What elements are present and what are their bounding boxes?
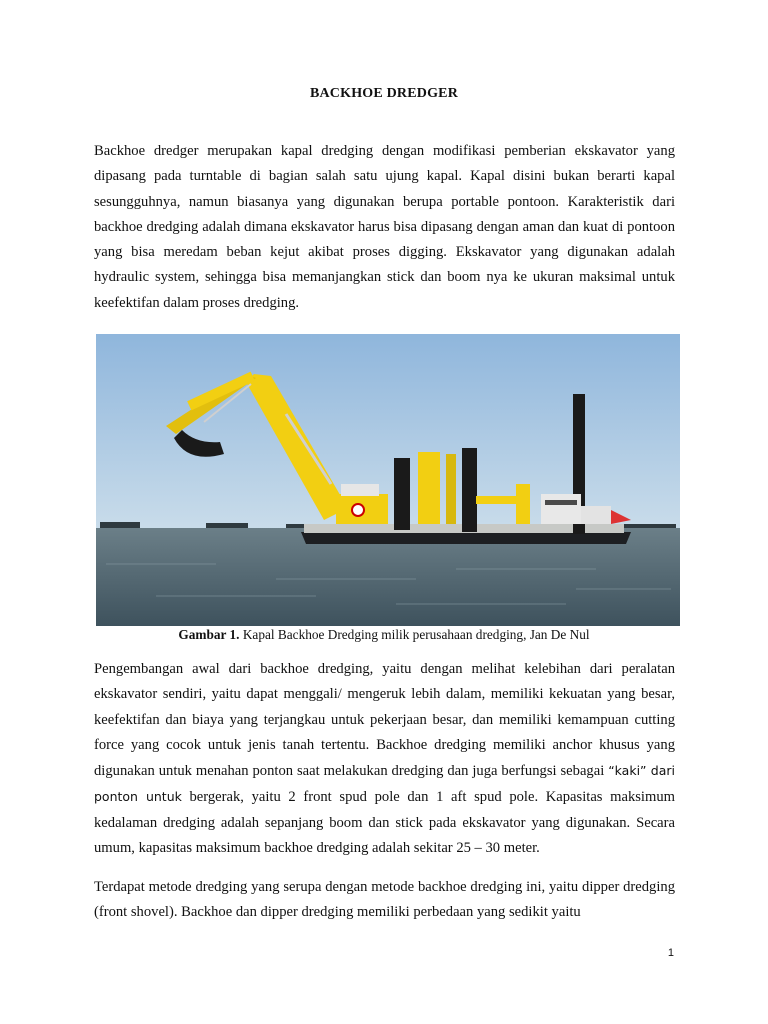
- front-spud-pole: [462, 448, 477, 532]
- dredger-illustration: [96, 334, 680, 626]
- backhoe-dredger-photo: [96, 334, 680, 626]
- caption-label: Gambar 1.: [178, 627, 240, 642]
- caption-text: Kapal Backhoe Dredging milik perusahaan dredging, Jan De Nul: [239, 627, 590, 642]
- paragraph2-odd-font-text: “kaki” dari ponton untuk: [94, 763, 675, 805]
- page-number: 1: [667, 947, 674, 959]
- paragraph2-part2: bergerak, yaitu 2 front spud pole dan 1 aft spud pole. Kapasitas maksimum kedalaman dredging adalah sepanjang boom dan stick pada ekskavator yang digunakan. Secara umum, kapasitas maksimum backhoe dredging adalah sekitar 25 – 30 meter.: [94, 789, 675, 857]
- figure-caption: [0, 627, 768, 643]
- document-title: BACKHOE DREDGER: [309, 86, 459, 101]
- comparison-paragraph: Terdapat metode dredging yang serupa dengan metode backhoe dredging ini, yaitu dipper dredging (front shovel). Backhoe dan dipper dredging memiliki perbedaan yang sedikit yaitu: [94, 879, 675, 921]
- intro-paragraph: Backhoe dredger merupakan kapal dredging dengan modifikasi pemberian ekskavator yang dipasang pada turntable di bagian salah satu ujung kapal. Kapal disini bukan berarti kapal sesungguhnya, namun biasanya yang digunakan berupa portable pontoon. Karakteristik dari backhoe dredging adalah dimana ekskavator harus bisa dipasang dengan aman dan kuat di pontoon yang bisa meredam beban kejut akibat proses digging. Ekskavator yang digunakan adalah hydraulic system, sehingga bisa memanjangkan stick dan boom nya ke ukuran maksimal untuk keefektifan dalam proses dredging.: [94, 143, 675, 311]
- development-paragraph: [94, 657, 675, 861]
- paragraph2-part1: Pengembangan awal dari backhoe dredging, yaitu dengan melihat kelebihan dari peralatan ekskavator sendiri, yaitu dapat menggali/ mengeruk lebih dalam, memiliki kekuatan yang besar, keefektifan dan biaya yang terjangkau untuk pekerjaan besar, dan memiliki kemampuan cutting force yang cocok untuk jenis tanah tertentu. Backhoe dredging memiliki anchor khusus yang digunakan untuk menahan ponton saat melakukan dredging dan juga berfungsi sebagai: [94, 661, 675, 780]
